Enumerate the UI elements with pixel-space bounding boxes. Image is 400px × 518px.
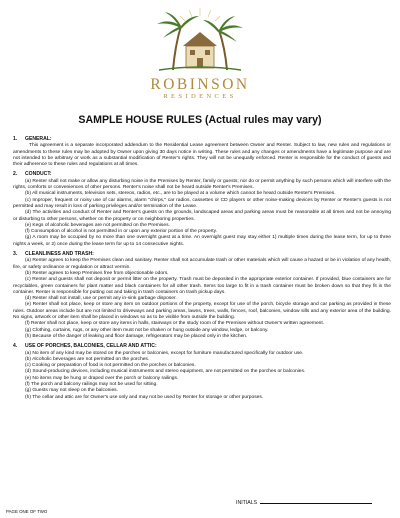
section-heading: 3. CLEANLINESS AND TRASH:	[13, 251, 94, 258]
rule-item: (c) Improper, frequent or noisy use of car alarms, alarm "chirps," car radios, cassettes or CD players or other noise-making devices by Renter or Renter's guests is not permitted and may result in loss of parking privileges and/or termination of the Lease.	[13, 197, 391, 209]
rule-item: (d) Sound-producing devices, including musical instruments and stereo equipment, are not permitted on the porches or balconies.	[25, 369, 306, 375]
rule-list	[13, 351, 391, 401]
section-text: This agreement is a separate incorporated addendum to the Residential Lease agreement between Owner and Renter. Subject to law, new rules and regulations or amendments to these rules may be adopted by Owner upon giving 30 days notice in writing. These rules and any changes or amendments have a legitimate purpose and are not intended to be arbitrary or work as a substantial modification of Renter's rights. They will not be unequally enforced. Renter is responsible for the conduct of guests and their adherence to these rules and regulations at all times.	[13, 143, 391, 168]
page-title: SAMPLE HOUSE RULES (Actual rules may vary)	[78, 114, 322, 126]
section-porches	[13, 343, 391, 401]
rule-item: (a) No item of any kind may be stored on the porches or balconies, except for furniture manufactured specifically for outdoor use.	[25, 350, 304, 356]
rule-item: (e) No items may be hung or draped over the porch or balcony railings.	[25, 375, 179, 381]
brand-subtitle: RESIDENCES	[163, 93, 237, 100]
rule-item: (f) Renter shall not place, keep or store any items in halls, stairways or the study room of the Premises without Owner's written agreement.	[25, 321, 325, 327]
section-general	[13, 136, 391, 168]
rule-item: (d) Renter shall not install, use or permit any in-sink garbage disposer.	[25, 296, 177, 302]
initials-line	[260, 503, 372, 504]
rule-item: (e) Renter shall not place, keep or store any item on outdoor portions of the property, except for use of the porch, bicycle storage and car parking as provided in these rules. Outdoor areas include but are not limited to driveways and parking areas, lawns, trees, walls, fences, roof, balconies, window sills and any exterior area of the building. No signs, artwork or other item shall be placed in windows so as to be visible from outside the building.	[13, 302, 391, 321]
rule-item: (b) All musical instruments, television sets, stereos, radios, etc., are to be played at a volume which cannot be heard outside Renter's Premises.	[25, 191, 336, 197]
house-palm-logo-icon	[145, 4, 255, 76]
rule-item: (h) The cellar and attic are for Owner's use only and may not be used by Renter for storage or other purposes.	[25, 394, 264, 400]
initials-label: INITIALS	[236, 500, 258, 506]
section-heading: 4. USE OF PORCHES, BALCONIES, CELLAR AND ATTIC:	[13, 343, 157, 350]
rule-item: (f) Consumption of alcohol is not permitted in or upon any exterior portion of the property.	[25, 229, 218, 235]
section-conduct	[13, 171, 391, 248]
rules-content	[13, 136, 391, 404]
rule-item: (h) Because of the danger of leaking and floor damage, refrigerators may be placed only in the kitchen.	[25, 333, 248, 339]
rule-list	[13, 179, 391, 248]
rule-list	[13, 258, 391, 340]
rule-item: (f) The porch and balcony railings may not be used for sitting.	[25, 381, 158, 387]
robinson-logo	[0, 4, 400, 101]
initials-field	[236, 500, 372, 507]
section-cleanliness	[13, 251, 391, 340]
section-heading: 2. CONDUCT:	[13, 171, 52, 178]
rule-item: (b) Renter agrees to keep Premises free from objectionable odors.	[25, 270, 169, 276]
brand-name: ROBINSON	[150, 76, 250, 93]
rule-item: (b) Alcoholic beverages are not permitted on the porches.	[25, 356, 150, 362]
page-footer: PAGE ONE OF TWO	[6, 509, 48, 514]
section-heading: 1. GENERAL:	[13, 136, 52, 142]
rule-item: (d) The activities and conduct of Renter and Renter's guests on the grounds, landscaped areas and parking areas must be reasonable at all times and not be annoying or disturbing to other persons, whether on the property or on neighboring properties.	[13, 210, 391, 222]
rule-item: (g) A room may be occupied by no more than one overnight guest at a time. An overnight guest may stay either 1) multiple times during the lease term, for up to three nights a week, or 2) once during the lease term for up to 14 consecutive nights.	[13, 235, 391, 247]
rule-item: (e) Kegs of alcoholic beverages are not permitted on the Premises.	[25, 222, 170, 228]
rule-item: (g) Guests may not sleep on the balconies.	[25, 388, 118, 394]
rule-item: (a) Renter agrees to keep the Premises clean and sanitary. Renter shall not accumulate trash or other materials which will cause a hazard or be in violation of any health, fire, or safety ordinance or regulation or attract vermin.	[13, 258, 391, 270]
rule-item: (c) Renter and guests shall not deposit or permit litter on the property. Trash must be deposited in the appropriate exterior container. If provided, blue containers are for recyclables, green containers for plant matter and black containers for all other trash. Items too large to fit in a trash container must be broken down so that they fit in the container. Renter is responsible for putting out and taking in trash containers on trash pickup days.	[13, 277, 391, 295]
rule-item: (c) Cooking or preparation of food is not permitted on the porches or balconies.	[25, 363, 196, 369]
rule-item: (g) Clothing, curtains, rugs, or any other item must not be shaken or hung outside any window, ledge, or balcony.	[25, 327, 269, 333]
rule-item: (a) Renter shall not make or allow any disturbing noise in the Premises by Renter, family or guests; nor do or permit anything by such persons which will interfere with the rights, comforts or conveniences of other persons. Renter's noise shall not be heard outside Renter's Premises.	[13, 178, 391, 191]
